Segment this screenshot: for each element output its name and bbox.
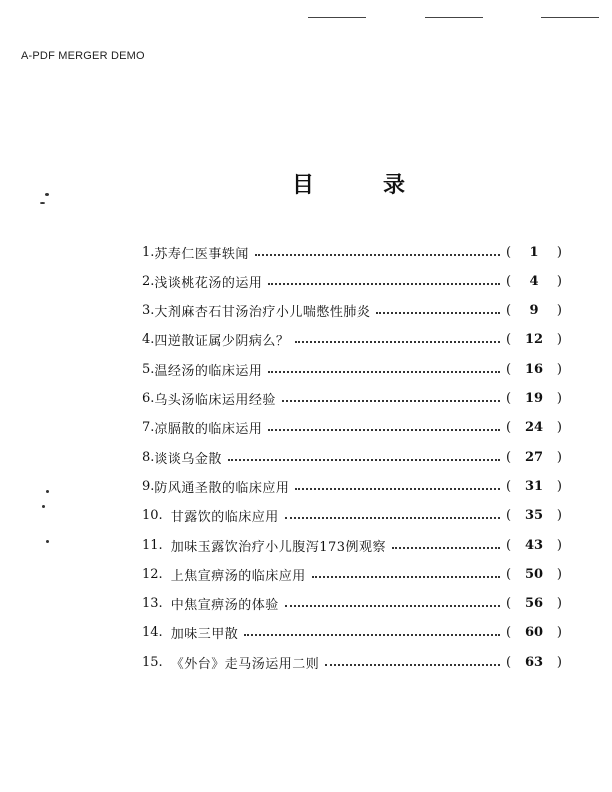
toc-page-paren-open: ( [506, 537, 512, 553]
toc-page-number: 19 [524, 391, 544, 406]
toc-entry-page [506, 538, 562, 553]
scan-speck [45, 193, 49, 196]
toc-page-paren-close: ) [556, 449, 562, 465]
toc-page-paren-open: ( [506, 654, 512, 670]
toc-dot-leader [268, 428, 500, 431]
toc-entry[interactable] [142, 564, 562, 584]
header-rules [0, 17, 612, 19]
scan-speck [46, 540, 49, 543]
toc-page-number: 31 [524, 478, 544, 494]
toc-entry-title: 谈谈乌金散 [154, 451, 222, 467]
toc-entry-number: 7. [142, 420, 155, 436]
toc-page-number: 24 [524, 420, 544, 436]
toc-entry-number: 5. [142, 361, 155, 377]
toc-entry-number: 9. [142, 478, 155, 494]
toc-entry-number: 10. [142, 508, 163, 524]
toc-page-paren-open: ( [506, 244, 512, 260]
toc-entry-number: 3. [142, 303, 155, 319]
toc-page-paren-open: ( [506, 303, 512, 319]
toc-entry-title: 上焦宣痹汤的临床应用 [170, 568, 306, 584]
toc-page-paren-close: ) [556, 625, 562, 641]
toc-page-paren-close: ) [556, 332, 562, 348]
toc-entry-title: 加味玉露饮治疗小儿腹泻173例观察 [170, 539, 387, 555]
header-rule [425, 17, 483, 18]
toc-page-paren-open: ( [506, 478, 512, 494]
watermark-text: A-PDF MERGER DEMO [21, 50, 145, 62]
header-rule [308, 17, 366, 18]
toc-page-number: 9 [529, 303, 539, 319]
toc-dot-leader [376, 311, 500, 314]
toc-dot-leader [228, 458, 500, 461]
toc-dot-leader [295, 487, 500, 490]
toc-page-paren-close: ) [556, 566, 562, 582]
toc-page-paren-open: ( [506, 508, 512, 524]
toc-page-paren-close: ) [556, 391, 562, 406]
toc-page-number: 63 [524, 654, 544, 670]
toc-entry-title: 温经汤的临床运用 [154, 363, 263, 379]
toc-entry-title: 大剂麻杏石甘汤治疗小儿喘憋性肺炎 [154, 305, 371, 321]
toc-page-number: 56 [524, 596, 544, 612]
toc-entry-number: 1. [142, 244, 155, 260]
toc-entry-number: 12. [142, 566, 163, 582]
toc-page-paren-open: ( [506, 361, 512, 377]
toc-entry-page [506, 655, 562, 670]
toc-entry-number: 15. [142, 654, 163, 670]
toc-entry-title: 甘露饮的临床应用 [170, 510, 279, 526]
toc-entry-page [506, 332, 562, 347]
toc-entry[interactable] [142, 506, 562, 526]
toc-page-paren-close: ) [556, 361, 562, 377]
toc-entry-page [506, 420, 562, 435]
toc-page-paren-open: ( [506, 625, 512, 641]
toc-entry-title: 《外台》走马汤运用二则 [170, 656, 320, 672]
scan-speck [42, 505, 45, 508]
toc-entry[interactable] [142, 389, 562, 409]
toc-entry[interactable] [142, 623, 562, 643]
toc-entry-page [506, 567, 562, 582]
toc-entry[interactable] [142, 271, 562, 291]
toc-page-paren-open: ( [506, 273, 512, 289]
toc-page-paren-close: ) [556, 654, 562, 670]
page-title-part1: 目 [292, 172, 317, 198]
scan-speck [46, 490, 49, 493]
toc-dot-leader [282, 399, 500, 402]
toc-page-number: 35 [524, 508, 544, 524]
toc-entry-page [506, 274, 562, 289]
toc-dot-leader [325, 663, 500, 666]
toc-dot-leader [268, 282, 500, 285]
toc-entry[interactable] [142, 535, 562, 555]
toc-entry[interactable] [142, 652, 562, 672]
toc-entry-page [506, 303, 562, 318]
toc-entry[interactable] [142, 359, 562, 379]
toc-entry-page [506, 508, 562, 523]
scan-speck [40, 202, 45, 204]
toc-entry-title: 凉膈散的临床运用 [154, 422, 263, 438]
toc-entry-number: 6. [142, 391, 155, 406]
toc-entry[interactable] [142, 242, 562, 262]
toc-entry-title: 乌头汤临床运用经验 [154, 393, 276, 408]
toc-page-paren-close: ) [556, 273, 562, 289]
toc-page-number: 1 [529, 244, 539, 260]
toc-page-paren-close: ) [556, 420, 562, 436]
toc-entry[interactable] [142, 330, 562, 350]
header-rule [541, 17, 599, 18]
toc-page-paren-close: ) [556, 596, 562, 612]
toc-entry-page [506, 479, 562, 494]
toc-page-paren-open: ( [506, 420, 512, 436]
toc-entry-number: 13. [142, 596, 163, 612]
toc-entry-title: 苏寿仁医事轶闻 [154, 246, 249, 262]
toc-dot-leader [392, 546, 500, 549]
toc-page-paren-close: ) [556, 508, 562, 524]
toc-dot-leader [285, 516, 500, 519]
toc-entry-page [506, 391, 562, 406]
toc-dot-leader [285, 604, 500, 607]
toc-entry-page [506, 625, 562, 640]
page-title-part2: 录 [383, 172, 408, 198]
toc-entry[interactable] [142, 418, 562, 438]
toc-entry-page [506, 596, 562, 611]
toc-entry-title: 中焦宣痹汤的体验 [170, 598, 279, 614]
toc-entry-page [506, 245, 562, 260]
toc-page-number: 4 [529, 273, 539, 289]
toc-page-paren-close: ) [556, 478, 562, 494]
toc-entry-number: 11. [142, 537, 163, 553]
toc-entry-number: 8. [142, 449, 155, 465]
toc-page-paren-open: ( [506, 332, 512, 348]
toc-page-paren-close: ) [556, 244, 562, 260]
toc-entry-number: 14. [142, 625, 163, 641]
toc-entry-number: 2. [142, 273, 155, 289]
toc-entry-page [506, 362, 562, 377]
toc-page-paren-close: ) [556, 537, 562, 553]
toc-page-number: 12 [524, 332, 544, 348]
toc-entry-page [506, 450, 562, 465]
toc-page-number: 43 [524, 537, 544, 553]
toc-entry[interactable] [142, 594, 562, 614]
toc-entry[interactable] [142, 301, 562, 321]
toc-entry[interactable] [142, 476, 562, 496]
toc-dot-leader [295, 340, 500, 343]
toc-page-number: 27 [524, 449, 544, 465]
toc-dot-leader [312, 575, 500, 578]
toc-entry-title: 加味三甲散 [170, 627, 239, 643]
toc-page-paren-open: ( [506, 596, 512, 612]
toc-entry-title: 四逆散证属少阴病么？ [154, 334, 290, 350]
toc-page-paren-close: ) [556, 303, 562, 319]
toc-dot-leader [244, 633, 500, 636]
toc-entry-number: 4. [142, 332, 155, 348]
toc-entry-title: 防风通圣散的临床应用 [154, 480, 290, 496]
toc-dot-leader [268, 370, 500, 373]
toc-entry-title: 浅谈桃花汤的运用 [154, 275, 263, 291]
toc-entry[interactable] [142, 447, 562, 467]
toc-page-number: 50 [524, 566, 544, 582]
toc-page-paren-open: ( [506, 391, 512, 406]
toc-page-number: 16 [524, 361, 544, 377]
toc-page-paren-open: ( [506, 449, 512, 465]
toc-dot-leader [255, 253, 500, 256]
toc-page-number: 60 [524, 625, 544, 641]
toc-page-paren-open: ( [506, 566, 512, 582]
